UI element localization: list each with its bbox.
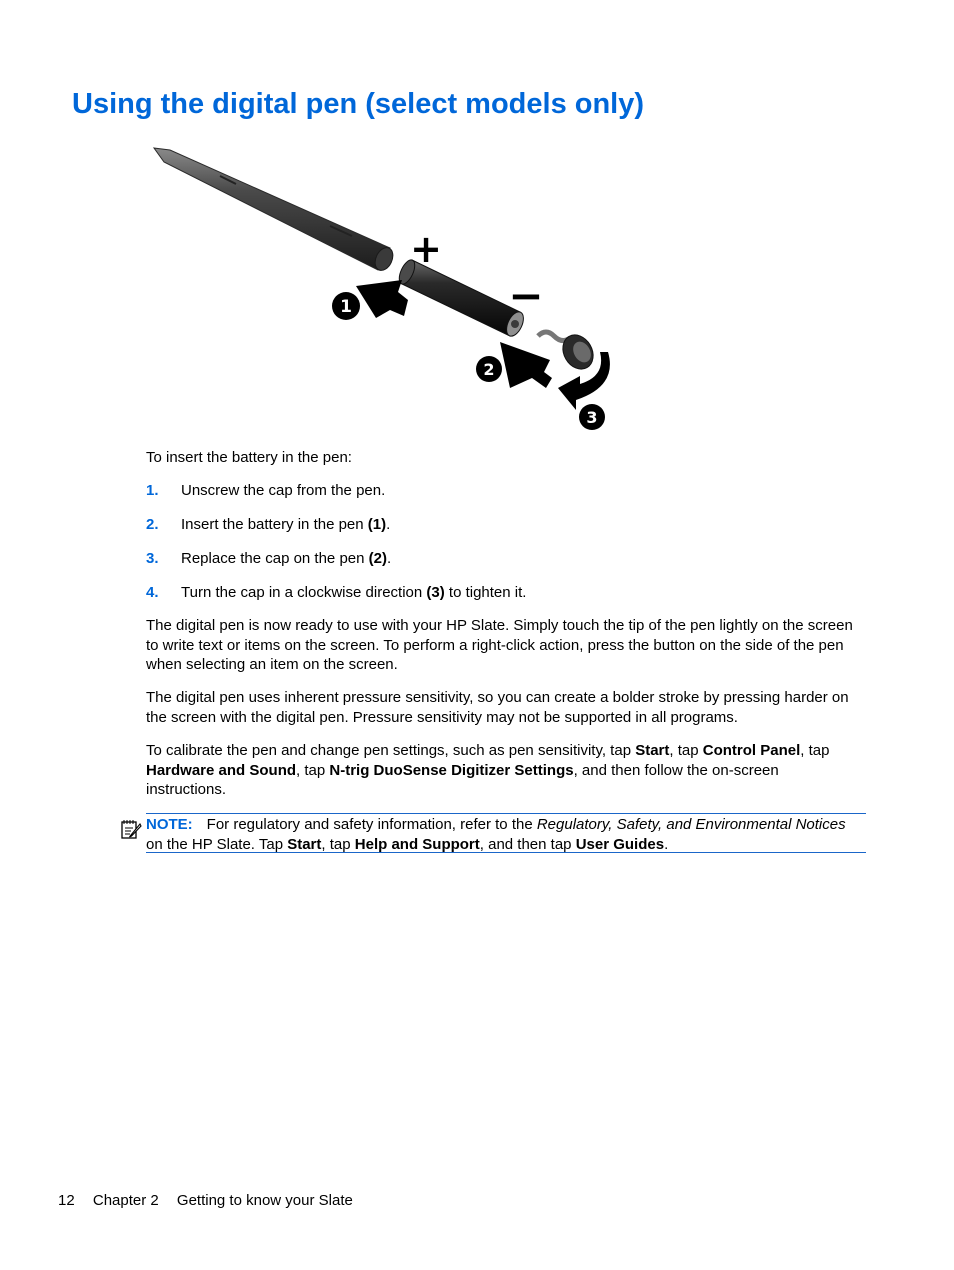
chapter-title: Getting to know your Slate [176,1192,353,1209]
step-text: Replace the cap on the pen (2). [181,550,392,567]
note-icon [120,818,142,840]
step-number: 1. [146,482,159,499]
svg-text:3: 3 [586,408,598,427]
step-number: 4. [146,584,159,601]
marker-3 [579,404,605,430]
note-text: NOTE: For regulatory and safety information, refer to the Regulatory, Safety, and Environmental Notices on the HP Slate. Tap Start, tap Help and Support, and then tap User Guides. [146,816,846,853]
paragraph-pen-ready: The digital pen is now ready to use with your HP Slate. Simply touch the tip of the pen lightly on the screen to write text or items on the screen. To perform a right-click action, press the button on the side of the pen when selecting an item on the screen. [146,617,853,674]
page-footer [58,1192,367,1209]
arrow-1-icon [356,280,408,318]
step-number: 3. [146,550,159,567]
pen-body [154,148,396,273]
step-text: Insert the battery in the pen (1). [181,516,391,533]
minus-sign [508,271,543,320]
marker-1 [332,292,360,320]
paragraph-calibrate: To calibrate the pen and change pen settings, such as pen sensitivity, tap Start, tap Control Panel, tap Hardware and Sound, tap N-trig DuoSense Digitizer Settings, and then follow the on-screen instructions. [146,742,830,799]
marker-2 [476,356,502,382]
note-label: NOTE: [146,816,193,833]
svg-text:−: − [508,271,544,320]
paragraph-pressure: The digital pen uses inherent pressure sensitivity, so you can create a bolder stroke by pressing harder on the screen with the digital pen. Pressure sensitivity may not be supported in all programs. [146,689,849,726]
arrow-2-icon [500,342,552,388]
plus-sign [410,227,442,271]
svg-text:1: 1 [340,297,352,317]
page-number: 12 [58,1192,75,1209]
page-title: Using the digital pen (select models only) [72,88,645,120]
svg-text:+: + [410,227,442,271]
note-box [146,813,866,853]
svg-text:2: 2 [483,360,495,379]
step-text: Unscrew the cap from the pen. [181,482,386,499]
step-number: 2. [146,516,159,533]
pen-battery-illustration [140,140,640,440]
step-text: Turn the cap in a clockwise direction (3) to tighten it. [181,584,527,601]
chapter-label: Chapter 2 [92,1192,159,1209]
pen-cap [538,329,599,374]
intro-text: To insert the battery in the pen: [146,449,352,466]
